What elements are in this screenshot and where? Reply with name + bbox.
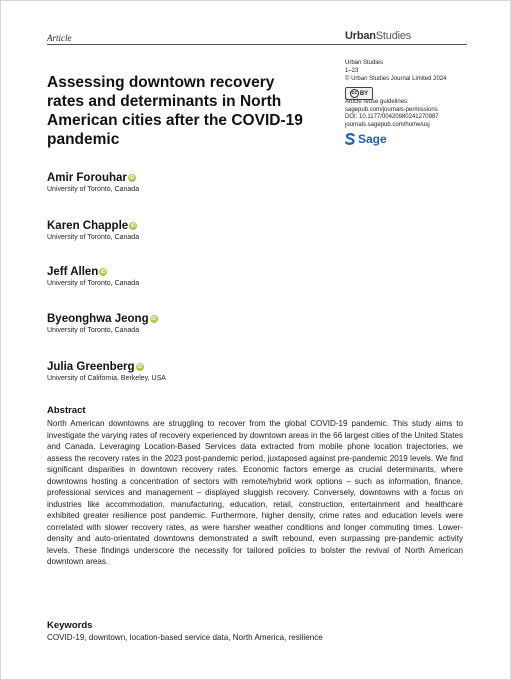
author-block <box>47 361 166 382</box>
orcid-icon[interactable]: iD <box>130 223 136 229</box>
orcid-icon[interactable]: iD <box>151 316 157 322</box>
author-name[interactable]: Amir Forouhar <box>47 172 127 184</box>
keywords-list: COVID-19, downtown, location-based service data, North America, resilience <box>47 633 323 642</box>
author-block <box>47 313 158 334</box>
abstract-heading: Abstract <box>47 405 86 416</box>
journal-brand <box>345 30 411 42</box>
author-affiliation: University of Toronto, Canada <box>47 186 140 193</box>
header-divider <box>47 44 467 45</box>
journal-brand-light: Studies <box>375 30 412 42</box>
journal-home-link[interactable]: journals.sagepub.com/home/usj <box>345 121 430 128</box>
reuse-label: Article reuse guidelines: <box>345 99 409 105</box>
publisher-name: Sage <box>358 132 387 146</box>
author-affiliation: University of California, Berkeley, USA <box>47 375 166 382</box>
journal-name: Urban Studies <box>345 60 384 66</box>
author-block <box>47 220 139 241</box>
reuse-link[interactable]: sagepub.com/journals-permissions <box>345 106 438 113</box>
keywords-heading: Keywords <box>47 620 93 631</box>
author-block <box>47 266 139 287</box>
author-affiliation: University of Toronto, Canada <box>47 280 140 287</box>
author-name[interactable]: Karen Chapple <box>47 220 129 232</box>
sage-logo <box>345 132 387 146</box>
article-type-label: Article <box>47 33 72 43</box>
orcid-icon[interactable]: iD <box>137 364 143 370</box>
paper-title: Assessing downtown recovery rates and determinants in North American cities after the COVID-19 pandemic <box>47 74 303 148</box>
author-affiliation: University of Toronto, Canada <box>47 234 140 241</box>
page-range: 1–23 <box>345 68 359 74</box>
journal-brand-bold: Urban <box>345 30 376 42</box>
license-badge-label: BY <box>359 90 369 97</box>
sage-logo-icon <box>345 133 355 145</box>
journal-meta <box>345 59 446 83</box>
copyright: © Urban Studies Journal Limited 2024 <box>345 76 447 82</box>
author-name[interactable]: Byeonghwa Jeong <box>47 313 149 325</box>
cc-circle-icon: cc <box>351 90 358 96</box>
doi-link[interactable]: DOI: 10.1177/00420980241270987 <box>345 114 439 120</box>
orcid-icon[interactable]: iD <box>129 175 135 181</box>
abstract-text: North American downtowns are struggling to recover from the global COVID-19 pandemic. This study aims to investigate the varying rates of recovery experienced by downtown areas in the 66 largest cities of the United States and Canada. Leveraging Location-Based Services data extracted from mobile phone location trajectories, we assess the recovery rates in the 2023 post-pandemic period, juxtaposed against pre-pandemic 2019 levels. We find significant disparities in downtown recovery rates. Economic factors emerge as crucial determinants, where downtowns hosting a concentration of sectors with remote/hybrid work options – such as information, finance, professional services and management – displayed sluggish recovery. Conversely, downtowns with a focus on industries like accommodation, manufacturing, education, retail, construction, entertainment and healthcare exhibited greater resilience post pandemic. Furthermore, higher density, crime rates and education levels were correlated with slower recovery rates, as were harsher weather conditions and longer commuting times. Lower-density and auto-orientated downtowns demonstrated a swift rebound, even surpassing pre-pandemic activity levels. These findings underscore the necessity for tailored policies to bolster the revival of North American downtown areas. <box>47 419 463 566</box>
author-affiliation: University of Toronto, Canada <box>47 327 140 334</box>
journal-meta-links <box>345 99 439 129</box>
author-block <box>47 172 139 193</box>
author-name[interactable]: Julia Greenberg <box>47 361 135 373</box>
author-name[interactable]: Jeff Allen <box>47 266 99 278</box>
orcid-icon[interactable]: iD <box>100 269 106 275</box>
